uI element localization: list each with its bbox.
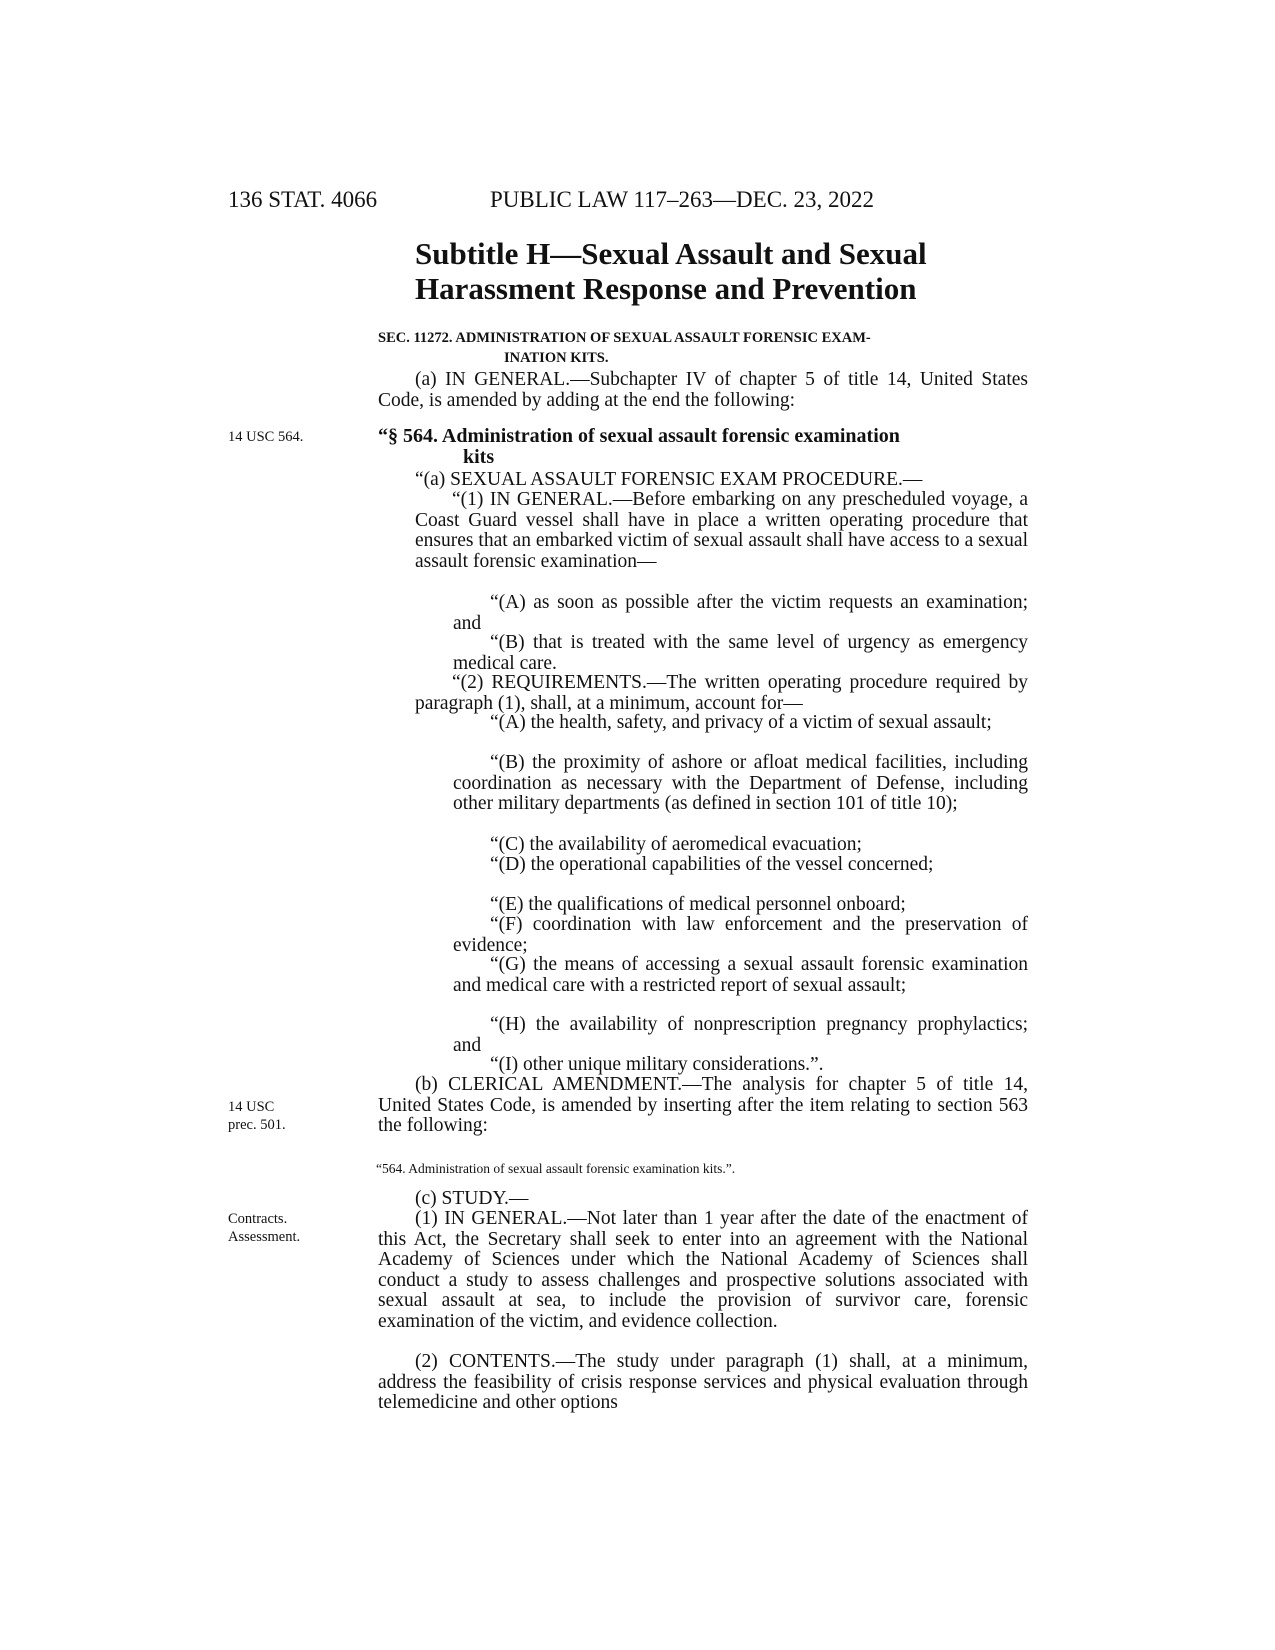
margin-note-prec-501-line-1: 14 USC bbox=[228, 1099, 275, 1115]
margin-note-assessment: Assessment. bbox=[228, 1229, 301, 1245]
page-stat-number: 136 STAT. 4066 bbox=[228, 187, 378, 212]
running-header: PUBLIC LAW 117–263—DEC. 23, 2022 bbox=[490, 187, 875, 212]
section-heading-line-1: SEC. 11272. ADMINISTRATION OF SEXUAL ASSAULT FORENSIC EXAM- bbox=[378, 330, 871, 346]
margin-note-14-usc-prec-501 bbox=[228, 1098, 286, 1134]
subparagraph-2d: “(D) the operational capabilities of the vessel concerned; bbox=[490, 854, 934, 875]
margin-note-prec-501-line-2: prec. 501. bbox=[228, 1117, 286, 1133]
subparagraph-2c: “(C) the availability of aeromedical evacuation; bbox=[490, 834, 862, 855]
paragraph-1-in-general: “(1) IN GENERAL.—Before embarking on any prescheduled voyage, a Coast Guard vessel shall have in place a written operating procedure that ensures that an embarked victim of sexual assault shall have access to a sexual assault forensic examination— bbox=[415, 489, 1028, 572]
table-of-sections-item-564: “564. Administration of sexual assault forensic examination kits.”. bbox=[376, 1161, 736, 1176]
paragraph-2-requirements: “(2) REQUIREMENTS.—The written operating procedure required by paragraph (1), shall, at a minimum, account for— bbox=[415, 672, 1028, 714]
subparagraph-2a: “(A) the health, safety, and privacy of a victim of sexual assault; bbox=[490, 712, 992, 733]
margin-note-contracts: Contracts. bbox=[228, 1211, 288, 1227]
subparagraph-2i: “(I) other unique military considerations.”. bbox=[490, 1054, 824, 1075]
margin-note-contracts-assessment bbox=[228, 1210, 300, 1246]
paragraph-a-general: (a) IN GENERAL.—Subchapter IV of chapter 5 of title 14, United States Code, is amended by adding at the end the following: bbox=[378, 369, 1028, 411]
subparagraph-2g: “(G) the means of accessing a sexual assault forensic examination and medical care with a restricted report of sexual assault; bbox=[453, 954, 1028, 996]
paragraph-c1-in-general: (1) IN GENERAL.—Not later than 1 year after the date of the enactment of this Act, the Secretary shall seek to enter into an agreement with the National Academy of Sciences under which the National Academy of Sciences shall conduct a study to assess challenges and prospective solutions associated with sexual assault at sea, to include the provision of survivor care, forensic examination of the victim, and evidence collection. bbox=[378, 1208, 1028, 1332]
subtitle-heading bbox=[415, 236, 1025, 306]
subparagraph-1a: “(A) as soon as possible after the victim requests an examination; and bbox=[453, 592, 1028, 634]
subparagraph-1b: “(B) that is treated with the same level of urgency as emergency medical care. bbox=[453, 632, 1028, 674]
paragraph-b-clerical-amendment: (b) CLERICAL AMENDMENT.—The analysis for chapter 5 of title 14, United States Code, is amended by inserting after the item relating to section 563 the following: bbox=[378, 1074, 1028, 1136]
section-564-heading bbox=[378, 426, 1028, 468]
subsection-a-procedure: “(a) SEXUAL ASSAULT FORENSIC EXAM PROCEDURE.— bbox=[415, 469, 923, 490]
subparagraph-2f: “(F) coordination with law enforcement and the preservation of evidence; bbox=[453, 914, 1028, 956]
section-564-heading-line-1: “§ 564. Administration of sexual assault forensic examination bbox=[378, 425, 900, 447]
margin-note-14-usc-564: 14 USC 564. bbox=[228, 429, 304, 445]
subtitle-line-2: Harassment Response and Prevention bbox=[415, 271, 917, 306]
subparagraph-2e: “(E) the qualifications of medical personnel onboard; bbox=[490, 894, 906, 915]
section-564-heading-line-2: kits bbox=[463, 446, 495, 468]
section-heading-line-2: INATION KITS. bbox=[504, 350, 609, 366]
section-heading bbox=[378, 328, 1028, 368]
subsection-c-study: (c) STUDY.— bbox=[415, 1188, 529, 1209]
subtitle-line-1: Subtitle H—Sexual Assault and Sexual bbox=[415, 236, 927, 271]
subparagraph-2b: “(B) the proximity of ashore or afloat medical facilities, including coordination as necessary with the Department of Defense, including other military departments (as defined in section 101 of title 10); bbox=[453, 752, 1028, 814]
paragraph-c2-contents: (2) CONTENTS.—The study under paragraph (1) shall, at a minimum, address the feasibility of crisis response services and physical evaluation through telemedicine and other options bbox=[378, 1351, 1028, 1413]
subparagraph-2h: “(H) the availability of nonprescription pregnancy prophylactics; and bbox=[453, 1014, 1028, 1056]
